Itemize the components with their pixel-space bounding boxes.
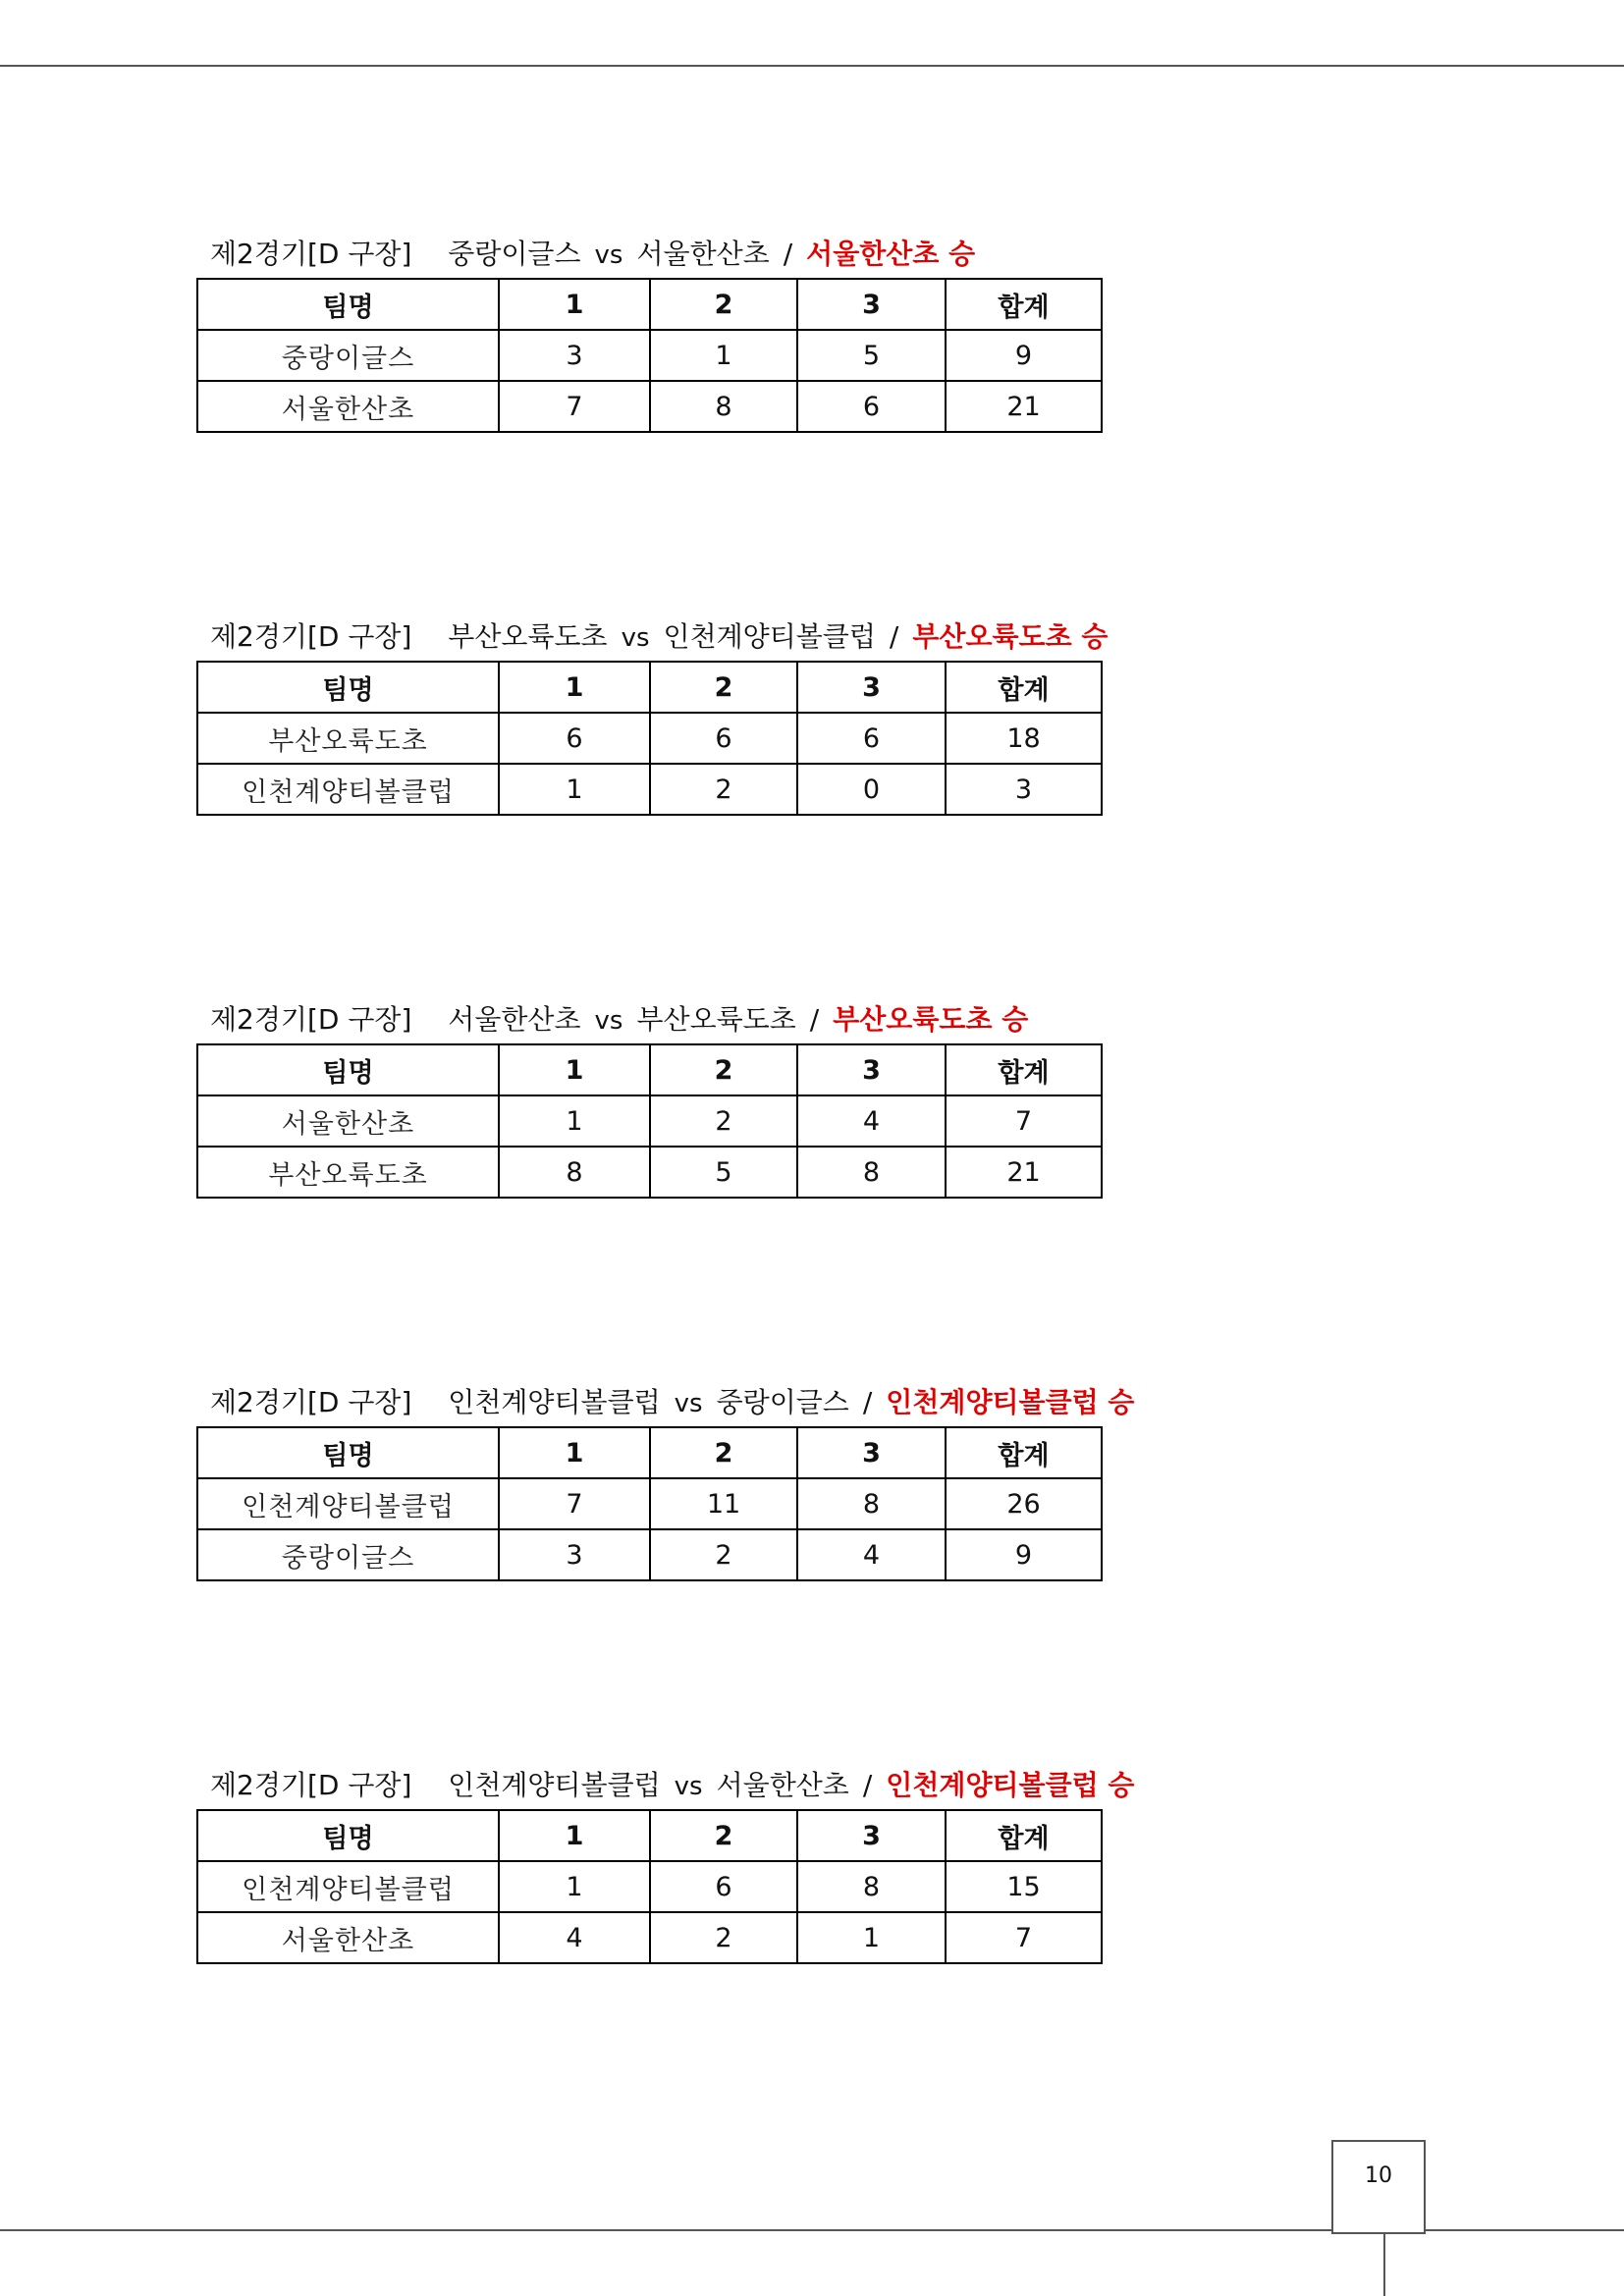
total-cell: 26 (946, 1478, 1102, 1529)
total-cell: 9 (946, 330, 1102, 381)
team-cell: 중랑이글스 (197, 1529, 499, 1580)
vs-label: vs (674, 1389, 703, 1418)
table-row (197, 330, 1102, 381)
team-a-name: 인천계양티볼클럽 (448, 1769, 661, 1801)
team-a-name: 부산오륙도초 (448, 620, 608, 653)
score-cell: 8 (797, 1147, 946, 1198)
header-team: 팀명 (197, 662, 499, 713)
table-row (197, 1861, 1102, 1912)
slash-separator: / (783, 238, 793, 270)
total-cell: 15 (946, 1861, 1102, 1912)
header-team: 팀명 (197, 1810, 499, 1861)
table-row (197, 1912, 1102, 1963)
match-result: 서울한산초 승 (806, 238, 976, 270)
team-b-name: 중랑이글스 (716, 1386, 849, 1418)
header-inning-1: 1 (499, 1044, 650, 1095)
score-table (196, 1426, 1103, 1581)
page-number: 10 (1365, 2163, 1392, 2188)
slash-separator: / (862, 1769, 873, 1801)
score-cell: 1 (499, 1095, 650, 1147)
table-row (197, 381, 1102, 432)
match-stage: 제2경기[D 구장] (210, 1769, 412, 1801)
vs-label: vs (594, 1006, 623, 1036)
header-inning-3: 3 (797, 662, 946, 713)
match-title (210, 1768, 1134, 1804)
header-inning-3: 3 (797, 1427, 946, 1478)
header-team: 팀명 (197, 1044, 499, 1095)
score-cell: 4 (797, 1095, 946, 1147)
page-number-box (1331, 2140, 1426, 2234)
header-total: 합계 (946, 1810, 1102, 1861)
team-b-name: 인천계양티볼클럽 (663, 620, 876, 653)
total-cell: 18 (946, 713, 1102, 764)
table-row (197, 1147, 1102, 1198)
match-title (210, 1002, 1028, 1039)
score-cell: 0 (797, 764, 946, 815)
score-cell: 8 (797, 1478, 946, 1529)
score-cell: 1 (499, 764, 650, 815)
header-inning-1: 1 (499, 1810, 650, 1861)
table-row (197, 713, 1102, 764)
team-b-name: 서울한산초 (636, 238, 770, 270)
header-total: 합계 (946, 1427, 1102, 1478)
score-cell: 2 (650, 1529, 797, 1580)
total-cell: 7 (946, 1912, 1102, 1963)
table-header-row (197, 1810, 1102, 1861)
score-cell: 6 (797, 381, 946, 432)
header-inning-1: 1 (499, 1427, 650, 1478)
score-cell: 7 (499, 1478, 650, 1529)
score-cell: 6 (650, 1861, 797, 1912)
score-cell: 6 (650, 713, 797, 764)
slash-separator: / (862, 1386, 873, 1418)
header-inning-2: 2 (650, 279, 797, 330)
header-inning-3: 3 (797, 1044, 946, 1095)
score-cell: 2 (650, 1912, 797, 1963)
team-cell: 부산오륙도초 (197, 1147, 499, 1198)
score-cell: 8 (797, 1861, 946, 1912)
table-row (197, 764, 1102, 815)
team-cell: 서울한산초 (197, 1095, 499, 1147)
vs-label: vs (674, 1772, 703, 1801)
match-stage: 제2경기[D 구장] (210, 1386, 412, 1418)
team-cell: 서울한산초 (197, 381, 499, 432)
table-header-row (197, 1044, 1102, 1095)
header-inning-1: 1 (499, 662, 650, 713)
header-inning-2: 2 (650, 1044, 797, 1095)
total-cell: 9 (946, 1529, 1102, 1580)
team-a-name: 중랑이글스 (448, 238, 581, 270)
total-cell: 21 (946, 1147, 1102, 1198)
score-table (196, 661, 1103, 816)
match-result: 인천계양티볼클럽 승 (886, 1386, 1135, 1418)
score-cell: 1 (650, 330, 797, 381)
score-cell: 8 (499, 1147, 650, 1198)
team-b-name: 서울한산초 (716, 1769, 849, 1801)
slash-separator: / (889, 620, 899, 653)
header-total: 합계 (946, 279, 1102, 330)
total-cell: 21 (946, 381, 1102, 432)
match-title (210, 1385, 1134, 1421)
score-cell: 8 (650, 381, 797, 432)
match-title (210, 619, 1108, 656)
score-cell: 3 (499, 330, 650, 381)
header-inning-1: 1 (499, 279, 650, 330)
score-cell: 6 (499, 713, 650, 764)
header-inning-2: 2 (650, 1810, 797, 1861)
table-row (197, 1478, 1102, 1529)
score-cell: 5 (650, 1147, 797, 1198)
header-inning-3: 3 (797, 279, 946, 330)
score-table (196, 278, 1103, 433)
table-header-row (197, 1427, 1102, 1478)
vs-label: vs (621, 623, 650, 653)
match-stage: 제2경기[D 구장] (210, 238, 412, 270)
team-cell: 중랑이글스 (197, 330, 499, 381)
page-number-stem (1383, 2234, 1385, 2296)
table-header-row (197, 662, 1102, 713)
match-stage: 제2경기[D 구장] (210, 1003, 412, 1036)
score-cell: 4 (499, 1912, 650, 1963)
table-row (197, 1095, 1102, 1147)
total-cell: 7 (946, 1095, 1102, 1147)
team-cell: 서울한산초 (197, 1912, 499, 1963)
header-inning-2: 2 (650, 1427, 797, 1478)
score-cell: 11 (650, 1478, 797, 1529)
total-cell: 3 (946, 764, 1102, 815)
header-total: 합계 (946, 1044, 1102, 1095)
score-table (196, 1809, 1103, 1964)
header-rule (0, 65, 1624, 67)
score-cell: 2 (650, 1095, 797, 1147)
match-result: 인천계양티볼클럽 승 (886, 1769, 1135, 1801)
team-a-name: 서울한산초 (448, 1003, 581, 1036)
score-cell: 5 (797, 330, 946, 381)
score-cell: 3 (499, 1529, 650, 1580)
score-table (196, 1043, 1103, 1199)
table-header-row (197, 279, 1102, 330)
header-team: 팀명 (197, 1427, 499, 1478)
header-inning-3: 3 (797, 1810, 946, 1861)
team-a-name: 인천계양티볼클럽 (448, 1386, 661, 1418)
vs-label: vs (594, 240, 623, 270)
score-cell: 4 (797, 1529, 946, 1580)
header-total: 합계 (946, 662, 1102, 713)
score-cell: 7 (499, 381, 650, 432)
team-b-name: 부산오륙도초 (636, 1003, 796, 1036)
header-inning-2: 2 (650, 662, 797, 713)
match-stage: 제2경기[D 구장] (210, 620, 412, 653)
score-cell: 2 (650, 764, 797, 815)
team-cell: 인천계양티볼클럽 (197, 1861, 499, 1912)
team-cell: 부산오륙도초 (197, 713, 499, 764)
score-cell: 6 (797, 713, 946, 764)
header-team: 팀명 (197, 279, 499, 330)
score-cell: 1 (499, 1861, 650, 1912)
table-row (197, 1529, 1102, 1580)
team-cell: 인천계양티볼클럽 (197, 764, 499, 815)
match-title (210, 237, 975, 273)
slash-separator: / (809, 1003, 820, 1036)
match-result: 부산오륙도초 승 (833, 1003, 1029, 1036)
match-result: 부산오륙도초 승 (912, 620, 1109, 653)
team-cell: 인천계양티볼클럽 (197, 1478, 499, 1529)
score-cell: 1 (797, 1912, 946, 1963)
